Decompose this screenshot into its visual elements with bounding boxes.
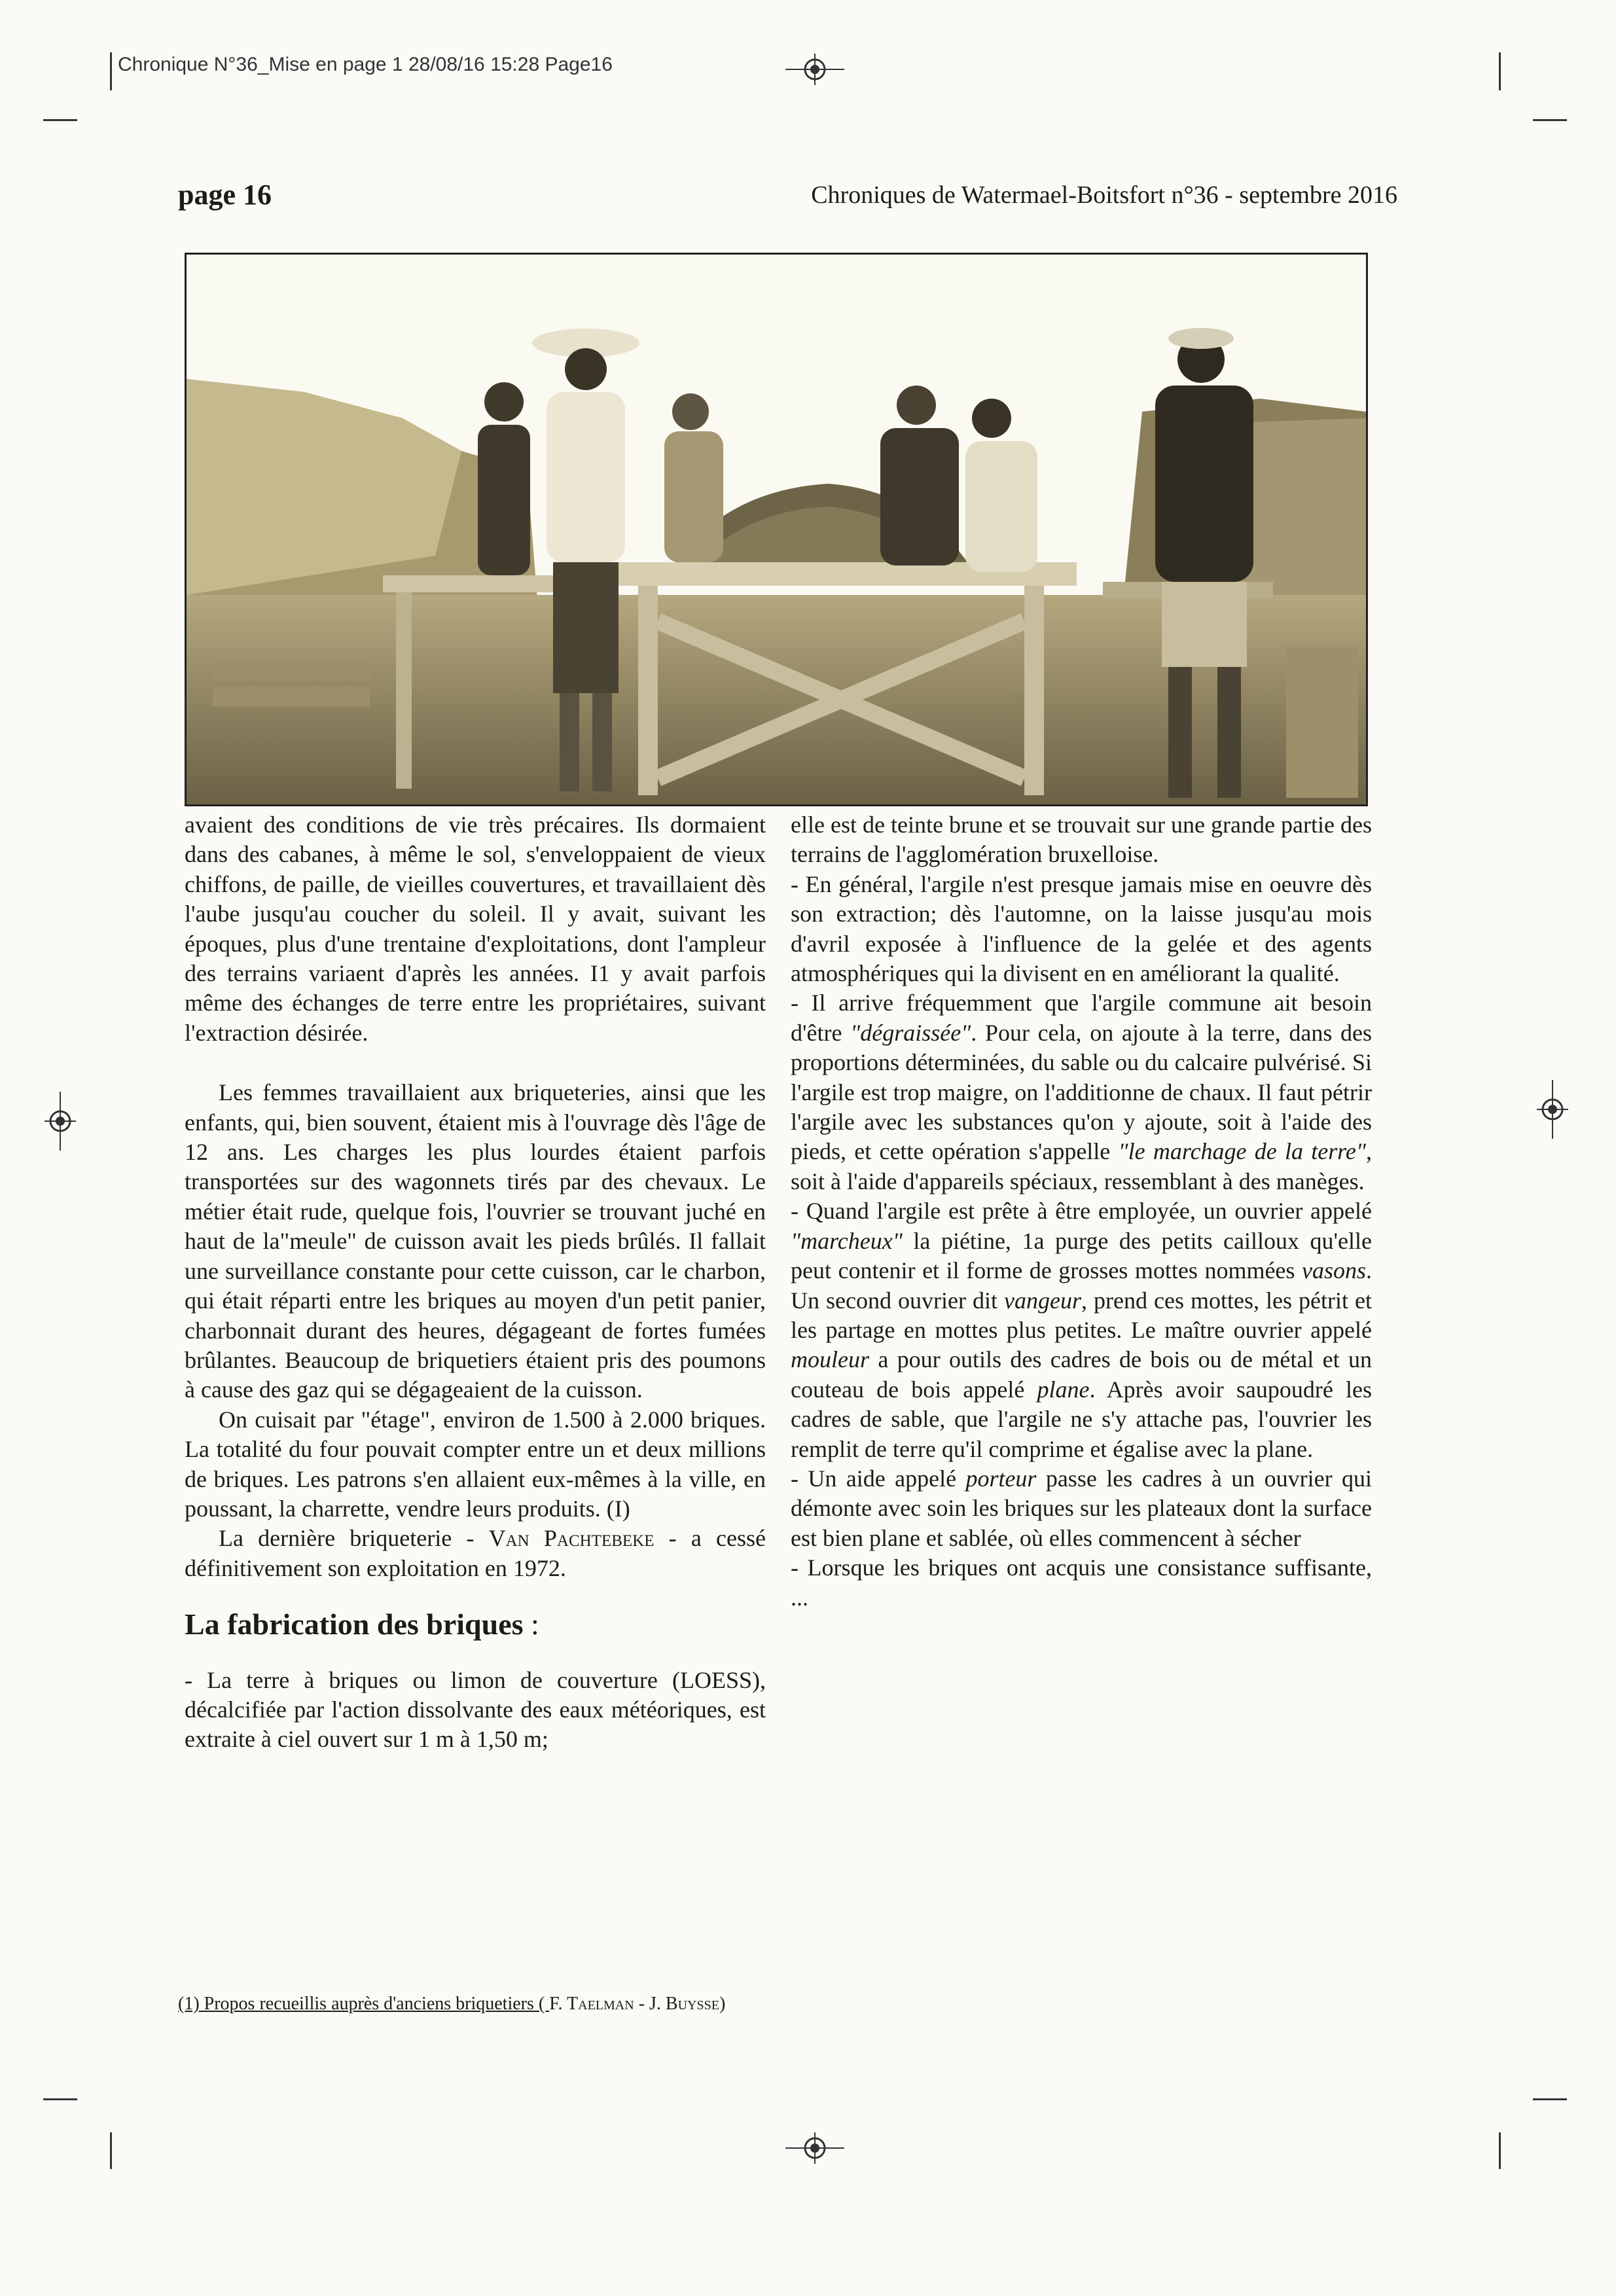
paragraph: Les femmes travaillaient aux briqueteries, ainsi que les enfants, qui, bien souvent, étaient mis à l'ouvrage dès l'âge de 12 ans. Les charges les plus lourdes étaient parfois transportées sur des wagonnets tirés par des chevaux. Le métier était rude, quelque fois, l'ouvrier se trouvant juché en haut de la"meule" de cuisson avait les pieds brûlés. Il fallait une surveillance constante pour cette cuisson, car le charbon, qui était réparti entre les briques au moyen d'un petit panier, charbonnait durant des heures, dégageant de fortes fumées brûlantes. Beaucoup de briquetiers étaient pris des poumons à cause des gaz qui se dégageaient de la cuisson. bbox=[185, 1079, 766, 1403]
brickworkers-photo-illustration bbox=[187, 255, 1366, 804]
footnote-close: ) bbox=[719, 1994, 726, 2014]
paragraph bbox=[185, 1524, 766, 1583]
paragraph: elle est de teinte brune et se trouvait sur une grande partie des terrains de l'agglomération bruxelloise. bbox=[791, 812, 1372, 868]
term-italic: "le marchage de la terre" bbox=[1118, 1138, 1367, 1165]
text-run: . Pour cela, on ajoute à la terre, dans des proportions déterminées, du sable ou du calcaire pulvérisé. Si l'argile est trop maigre, on l'additionne de chaux. Il faut pétrir l'argile avec les substances qu'on y ajoute, soit à l'aide des pieds, et cette opération s'appelle bbox=[791, 1019, 1372, 1165]
crop-mark bbox=[43, 2098, 77, 2100]
paragraph bbox=[791, 988, 1372, 1196]
paragraph: - Lorsque les briques ont acquis une consistance suffisante, ... bbox=[791, 1554, 1372, 1611]
paragraph bbox=[791, 1464, 1372, 1553]
text-run: , prend ces mottes, les pétrit et les partage en mottes plus petites. Le maître ouvrier appelé bbox=[791, 1287, 1372, 1343]
print-slug: Chronique N°36_Mise en page 1 28/08/16 15:28 Page16 bbox=[118, 54, 613, 75]
company-name: Van Pachtebeke bbox=[488, 1525, 655, 1552]
section-heading-text: La fabrication des briques bbox=[185, 1607, 524, 1641]
paragraph bbox=[791, 1196, 1372, 1464]
text-run: , soit à l'aide d'appareils spéciaux, ressemblant à des manèges. bbox=[791, 1138, 1373, 1194]
left-column bbox=[185, 810, 766, 1755]
text-run: - a cessé définitivement son exploitation en 1972. bbox=[185, 1525, 766, 1581]
crop-mark bbox=[43, 119, 77, 121]
crop-mark bbox=[110, 2132, 112, 2169]
term-italic: porteur bbox=[965, 1465, 1037, 1492]
crop-mark bbox=[1499, 2132, 1501, 2169]
term-italic: vangeur bbox=[1004, 1287, 1081, 1314]
paragraph: On cuisait par "étage", environ de 1.500 à 2.000 briques. La totalité du four pouvait compter entre un et deux millions de briques. Les patrons s'en allaient eux-mêmes à la ville, en poussant, la charrette, vendre leurs produits. (I) bbox=[185, 1406, 766, 1522]
term-italic: "dégraissée" bbox=[850, 1019, 971, 1046]
text-run: . Après avoir saupoudré les cadres de sable, que l'argile ne s'y attache pas, l'ouvrier les remplit de terre qu'il comprime et égalise avec la plane. bbox=[791, 1376, 1372, 1462]
paragraph: - En général, l'argile n'est presque jamais mise en oeuvre dès son extraction; dès l'automne, on la laisse jusqu'au mois d'avril exposée à l'influence de la gelée et des agents atmosphériques qui la divisent en en améliorant la qualité. bbox=[791, 870, 1372, 987]
text-run: a pour outils des cadres de bois ou de métal et un couteau de bois appelé bbox=[791, 1346, 1372, 1403]
term-italic: "marcheux" bbox=[791, 1227, 903, 1254]
section-heading bbox=[185, 1609, 766, 1639]
term-italic: vasons bbox=[1302, 1257, 1366, 1284]
registration-mark-icon bbox=[785, 2130, 844, 2166]
right-column bbox=[791, 810, 1372, 1613]
section-heading-suffix: : bbox=[523, 1607, 539, 1641]
crop-mark bbox=[1533, 119, 1567, 121]
text-run: - Quand l'argile est prête à être employée, un ouvrier appelé bbox=[791, 1198, 1372, 1225]
term-italic: plane bbox=[1037, 1376, 1090, 1403]
text-run: - Un aide appelé bbox=[791, 1465, 966, 1492]
text-run: - Il arrive fréquemment que l'argile commune ait besoin d'être bbox=[791, 990, 1372, 1046]
registration-mark-icon bbox=[42, 1092, 79, 1151]
paragraph: avaient des conditions de vie très précaires. Ils dormaient dans des cabanes, à même le sol, s'enveloppaient de vieux chiffons, de paille, de vieilles couvertures, et travaillaient dès l'aube jusqu'au coucher du soleil. Il y avait, suivant les époques, plus d'une trentaine d'exploitations, dont l'ampleur des terrains variaent d'après les années. I1 y avait parfois même des échanges de terre entre les propriétaires, suivant l'extraction désirée. bbox=[185, 812, 766, 1046]
text-run: La dernière briqueterie - bbox=[219, 1525, 489, 1552]
page-number: page 16 bbox=[178, 179, 272, 211]
paragraph: - La terre à briques ou limon de couverture (LOESS), décalcifiée par l'action dissolvante des eaux météoriques, est extraite à ciel ouvert sur 1 m à 1,50 m; bbox=[185, 1666, 766, 1753]
term-italic: mouleur bbox=[791, 1346, 869, 1373]
crop-mark bbox=[1533, 2098, 1567, 2100]
footnote-text: (1) Propos recueillis auprès d'anciens briquetiers ( bbox=[178, 1994, 550, 2014]
brickworkers-photo bbox=[185, 253, 1368, 806]
registration-mark-icon bbox=[1534, 1080, 1571, 1139]
running-head: Chroniques de Watermael-Boitsfort n°36 - septembre 2016 bbox=[811, 181, 1397, 209]
registration-mark-icon bbox=[785, 51, 844, 88]
text-run: . Un second ouvrier dit bbox=[791, 1257, 1372, 1314]
footnote-names: F. Taelman - J. Buysse bbox=[549, 1994, 719, 2014]
crop-mark bbox=[110, 52, 112, 90]
crop-mark bbox=[1499, 52, 1501, 90]
text-run: la piétine, 1a purge des petits cailloux qu'elle peut contenir et il forme de grosses mottes nommées bbox=[791, 1227, 1372, 1284]
footnote bbox=[178, 1994, 725, 2015]
text-run: passe les cadres à un ouvrier qui démonte avec soin les briques sur les plateaux dont la surface est bien plane et sablée, où elles commencent à sécher bbox=[791, 1465, 1372, 1551]
